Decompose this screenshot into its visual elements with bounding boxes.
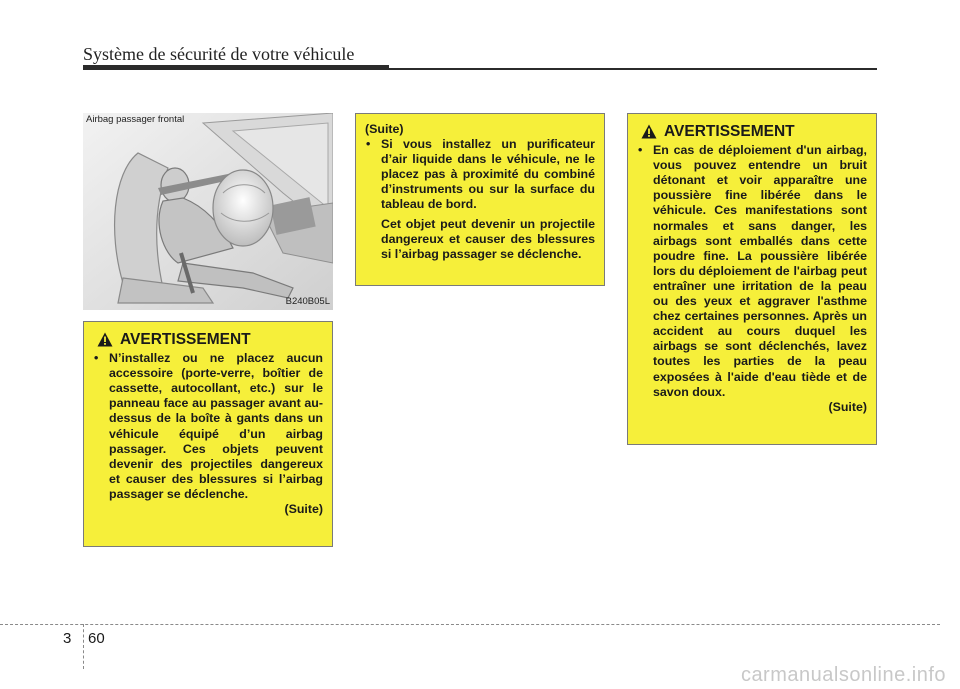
warning-bullet: • Si vous installez un purificateur d’air liquide dans le véhicule, ne le placez pas à proximité du combiné d’instruments ou sur la surface du tableau de bord. xyxy=(365,137,595,212)
warning-heading xyxy=(93,332,323,347)
warning-box-left xyxy=(83,321,333,547)
airbag-illustration xyxy=(83,113,333,310)
footer-rule xyxy=(0,624,940,625)
chapter-number: 3 xyxy=(63,630,72,647)
figure-code: B240B05L xyxy=(285,296,330,307)
page-number: 60 xyxy=(88,630,105,647)
warning-box-middle xyxy=(355,113,605,286)
header-rule-thick xyxy=(83,65,389,70)
warning-triangle-icon xyxy=(641,124,657,139)
warning-title: AVERTISSEMENT xyxy=(664,123,795,140)
warning-bullet: • En cas de déploiement d'un airbag, vous pouvez entendre un bruit détonant et voir apparaître une poussière fine libérée dans le véhicule. Ces manifestations sont normales et sans danger, les airbags sont emballés dans cette poudre fine. La poussière libérée lors du déploiement de l'airbag peut entraîner une irritation de la peau ou des yeux et aggraver l'asthme chez certaines personnes. Après un accident au cours duquel les airbags se sont déclenchés, lavez toutes les parties de la peau exposées à l'aide d'eau tiède et de savon doux. xyxy=(637,143,867,400)
header-rule-thin xyxy=(389,68,877,70)
airbag-figure xyxy=(83,113,333,310)
footer-divider xyxy=(83,624,84,669)
warning-heading xyxy=(637,124,867,139)
continued-label: (Suite) xyxy=(284,502,323,517)
figure-caption: Airbag passager frontal xyxy=(86,114,185,125)
continued-label: (Suite) xyxy=(828,399,867,414)
warning-triangle-icon xyxy=(97,332,113,347)
continued-from-label: (Suite) xyxy=(365,122,404,136)
warning-paragraph: Cet objet peut devenir un projectile dangereux et causer des blessures si l’airbag passager se déclenche. xyxy=(381,216,595,261)
page-title: Système de sécurité de votre véhicule xyxy=(83,44,355,64)
warning-title: AVERTISSEMENT xyxy=(120,331,251,348)
warning-box-right xyxy=(627,113,877,445)
watermark: carmanualsonline.info xyxy=(740,664,946,686)
warning-bullet: • N’installez ou ne placez aucun accessoire (porte-verre, boîtier de cassette, autocollant, etc.) sur le panneau face au passager avant au-dessus de la boîte à gants dans un véhicule équipé d’un airbag passager. Ces objets peuvent devenir des projectiles dangereux et causer des blessures si l’airbag passager se déclenche. xyxy=(93,351,323,502)
